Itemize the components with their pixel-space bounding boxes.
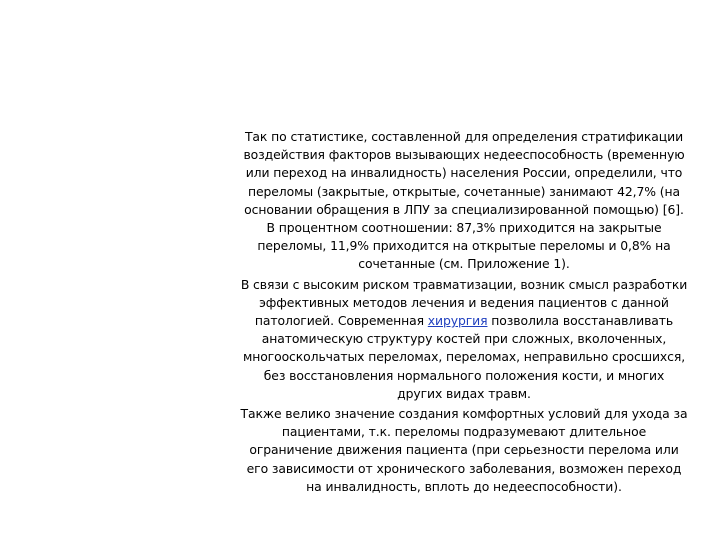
paragraph-statistics: Так по статистике, составленной для определения стратификации воздействия факторов вызывающих недееспособность (временную или переход на инвалидность) населения России, определили, что переломы (закрытые, открытые, сочетанные) занимают 42,7% (на основании обращения в ЛПУ за специализированной помощью) [6]. В процентном соотношении: 87,3% приходится на закрытые переломы, 11,9% приходится на открытые переломы и 0,8% на сочетанные (см. Приложение 1).: [243, 129, 685, 272]
body-text: [240, 128, 688, 498]
paragraph-care: Также велико значение создания комфортных условий для ухода за пациентами, т.к. переломы подразумевают длительное ограничение движения пациента (при серьезности перелома или его зависимости от хронического заболевания, возможен переход на инвалидность, вплоть до недееспособности).: [240, 406, 688, 494]
paragraph-surgery: [240, 276, 688, 403]
surgery-link[interactable]: хирургия: [427, 313, 488, 329]
paragraph-surgery-text-end: позволила восстанавливать анатомическую структуру костей при сложных, вколоченных, многооскольчатых переломах, переломах, неправильно сросшихся, без восстановления нормального положения кости, и многих других видах травм.: [242, 313, 686, 401]
paragraph-surgery-text-start: В связи с высоким риском травматизации, возник смысл разработки эффективных методов лечения и ведения пациентов с данной патологией. Современная: [240, 276, 688, 329]
